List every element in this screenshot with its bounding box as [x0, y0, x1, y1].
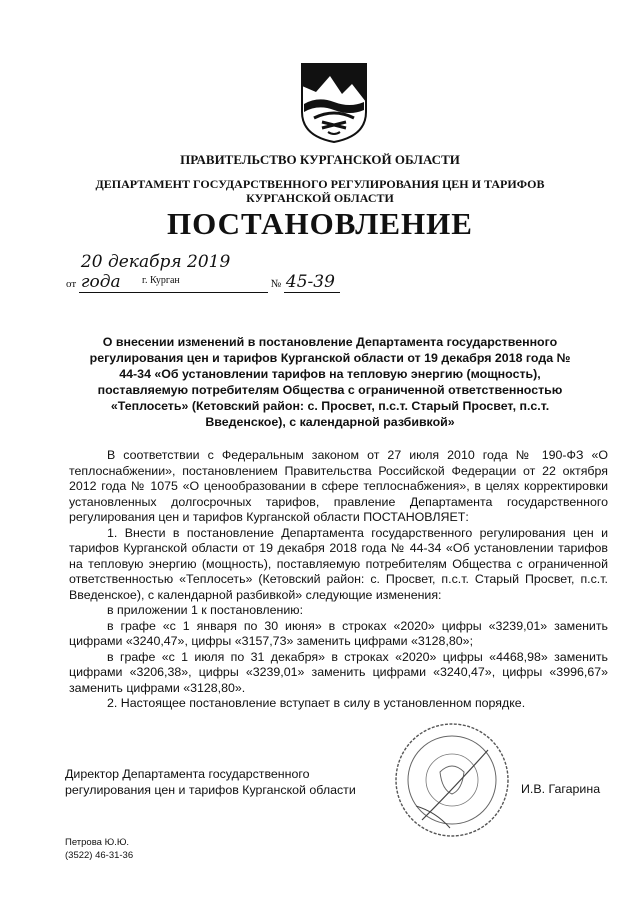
body-paragraph: в графе «с 1 июля по 31 декабря» в строках «2020» цифры «4468,98» заменить цифрами «3206,38», цифры «3239,01» заменить цифрами «3240,47», цифры «3996,67» заменить цифрами «3128,80». [69, 649, 608, 695]
handwritten-number: 45-39 [284, 272, 340, 293]
official-seal-stamp [392, 720, 512, 840]
document-type-title: ПОСТАНОВЛЕНИЕ [167, 206, 473, 241]
executor-phone: (3522) 46-31-36 [65, 850, 134, 861]
department-line-1: ДЕПАРТАМЕНТ ГОСУДАРСТВЕННОГО РЕГУЛИРОВАНИЯ ЦЕН И ТАРИФОВ [95, 177, 545, 191]
from-label: от [66, 278, 77, 290]
body-paragraph: в приложении 1 к постановлению: [107, 603, 304, 617]
body-paragraph: 1. Внести в постановление Департамента государственного регулирования цен и тарифов Курганской области от 19 декабря 2018 года № 44-34 «Об установлении тарифов на тепловую энергию (мощность), поставляемую потребителям Общества с ограниченной ответственностью «Теплосеть» (Кетовский район: с. Просвет, п.с.т. Старый Просвет, п.с.т. Введенское), с календарной разбивкой» следующие изменения: [69, 525, 608, 602]
document-body [69, 448, 608, 712]
city-label: г. Курган [142, 275, 180, 286]
body-paragraph: В соответствии с Федеральным законом от 27 июля 2010 года № 190-ФЗ «О теплоснабжении», постановлением Правительства Российской Федерации от 22 октября 2012 года № 1075 «О ценообразовании в сфере теплоснабжения», в целях корректировки установленных долгосрочных тарифов, правление Департамента государственного регулирования цен и тарифов Курганской области ПОСТАНОВЛЯЕТ: [69, 448, 608, 524]
executor-info [65, 836, 133, 862]
government-name: ПРАВИТЕЛЬСТВО КУРГАНСКОЙ ОБЛАСТИ [180, 152, 460, 167]
department-line-2: КУРГАНСКОЙ ОБЛАСТИ [246, 191, 394, 205]
number-label: № [270, 278, 282, 290]
coat-of-arms-emblem [300, 62, 368, 144]
position-line-1: Директор Департамента государственного [65, 767, 310, 781]
body-paragraph: 2. Настоящее постановление вступает в силу в установленном порядке. [107, 696, 526, 710]
department-name [0, 177, 640, 205]
document-subject: О внесении изменений в постановление Департамента государственного регулирования цен и тарифов Курганской области от 19 декабря 2018 года № 44-34 «Об установлении тарифов на тепловую энергию (мощность), поставляемую потребителям Общества с ограниченной ответственностью «Теплосеть» (Кетовский район: с. Просвет, п.с.т. Старый Просвет, п.с.т. Введенское), с календарной разбивкой» [89, 335, 571, 429]
executor-name: Петрова Ю.Ю. [65, 837, 130, 848]
signatory-name: И.В. Гагарина [521, 782, 601, 796]
position-line-2: регулирования цен и тарифов Курганской области [65, 783, 356, 797]
signatory-position [65, 766, 356, 798]
handwritten-date: 20 декабря 2019 года [79, 252, 268, 293]
date-line [66, 252, 340, 293]
body-paragraph: в графе «с 1 января по 30 июня» в строках «2020» цифры «3239,01» заменить цифрами «3240,47», цифры «3157,73» заменить цифрами «3128,80»; [69, 618, 608, 648]
